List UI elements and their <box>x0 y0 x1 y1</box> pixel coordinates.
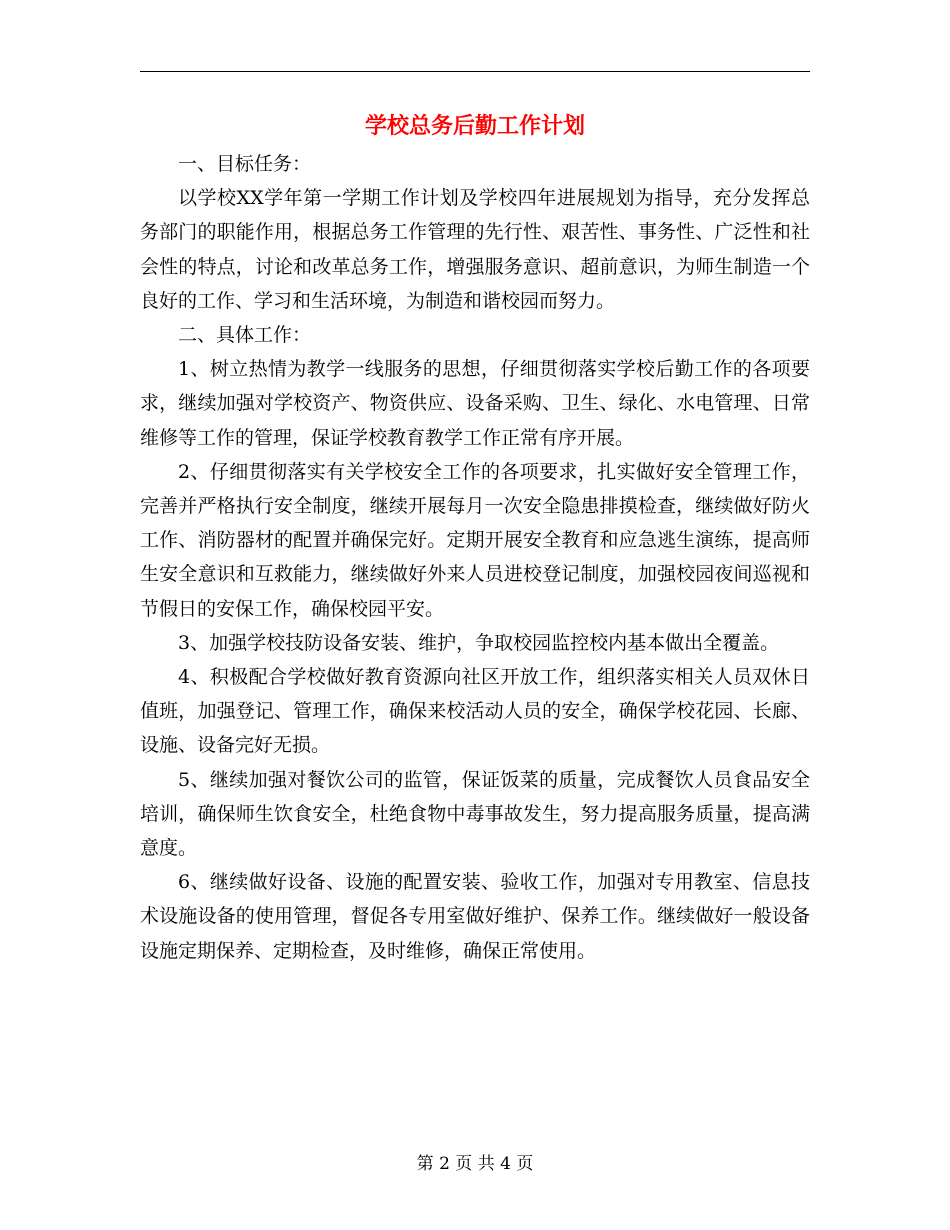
paragraph-item-6: 6、继续做好设备、设施的配置安装、验收工作，加强对专用教室、信息技术设施设备的使用管理，督促各专用室做好维护、保养工作。继续做好一般设备设施定期保养、定期检查，及时维修，确保正常使用。 <box>140 871 810 962</box>
document-body <box>140 147 810 968</box>
paragraph-item-4: 4、积极配合学校做好教育资源向社区开放工作，组织落实相关人员双休日值班，加强登记、管理工作，确保来校活动人员的安全，确保学校花园、长廊、设施、设备完好无损。 <box>140 666 810 757</box>
section-heading-goals: 一、目标任务： <box>178 153 312 175</box>
paragraph-goals: 以学校XX学年第一学期工作计划及学校四年进展规划为指导，充分发挥总务部门的职能作用，根据总务工作管理的先行性、艰苦性、事务性、广泛性和社会性的特点，讨论和改革总务工作，增强服务意识、超前意识，为师生制造一个良好的工作、学习和生活环境，为制造和谐校园而努力。 <box>140 187 810 312</box>
paragraph-item-3: 3、加强学校技防设备安装、维护，争取校园监控校内基本做出全覆盖。 <box>178 631 780 654</box>
section-heading-tasks: 二、具体工作： <box>178 324 312 347</box>
document-title: 学校总务后勤工作计划 <box>364 113 585 139</box>
paragraph-item-1: 1、树立热情为教学一线服务的思想，仔细贯彻落实学校后勤工作的各项要求，继续加强对学校资产、物资供应、设备采购、卫生、绿化、水电管理、日常维修等工作的管理，保证学校教育教学工作正常有序开展。 <box>140 358 810 449</box>
page-number-footer: 第 2 页 共 4 页 <box>416 1154 534 1174</box>
paragraph-item-5: 5、继续加强对餐饮公司的监管，保证饭菜的质量，完成餐饮人员食品安全培训，确保师生饮食安全，杜绝食物中毒事故发生，努力提高服务质量，提高满意度。 <box>140 768 810 860</box>
paragraph-item-2: 2、仔细贯彻落实有关学校安全工作的各项要求，扎实做好安全管理工作，完善并严格执行安全制度，继续开展每月一次安全隐患排摸检查，继续做好防火工作、消防器材的配置并确保完好。定期开展安全教育和应急逃生演练，提高师生安全意识和互救能力，继续做好外来人员进校登记制度，加强校园夜间巡视和节假日的安保工作，确保校园平安。 <box>140 460 810 620</box>
header-rule <box>140 71 810 72</box>
